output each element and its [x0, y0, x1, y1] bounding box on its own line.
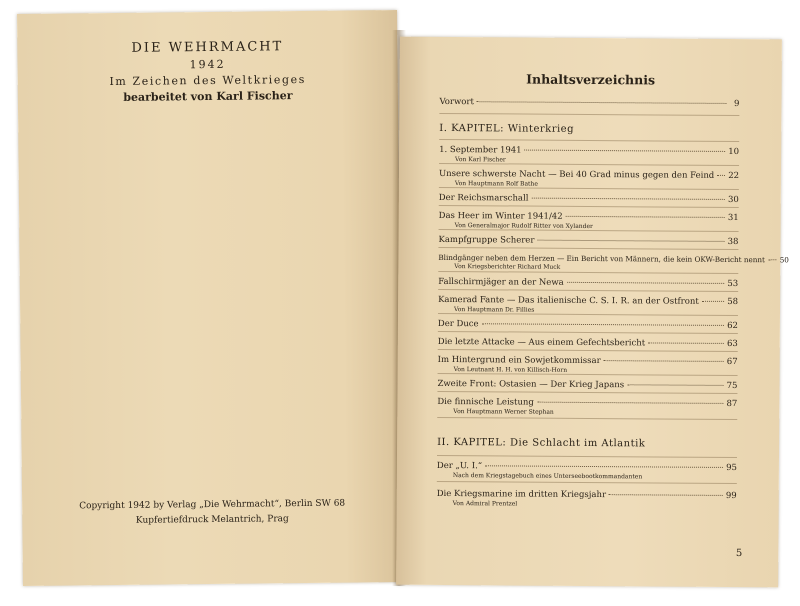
toc-entry-title: Der „U. I.“ [436, 460, 483, 472]
toc-entry [438, 355, 738, 375]
toc-separator [438, 331, 738, 334]
toc-leader [768, 259, 776, 260]
title-block [17, 38, 398, 105]
toc-entry-page: 22 [728, 170, 740, 182]
toc-entry-title: Unsere schwerste Nacht — Bei 40 Grad minus gegen den Feind [438, 168, 715, 181]
toc-entry-author: Von Generalmajor Rudolf Ritter von Xylander [454, 222, 593, 231]
toc-entry-title: Der Duce [437, 318, 479, 330]
page-number: 5 [735, 548, 743, 560]
toc-entry-author: Von Hauptmann Werner Stephan [453, 408, 554, 416]
toc-entry-author: Von Leutnant H. H. von Killisch-Horn [453, 366, 568, 374]
toc-entry [438, 277, 738, 289]
toc-entry-foreword [439, 97, 739, 109]
toc-entry-title: 1. September 1941 [439, 144, 522, 156]
toc-entry [439, 193, 739, 205]
book-title: DIE WEHRMACHT [131, 39, 284, 56]
toc-entry-title: Die Kriegsmarine im dritten Kriegsjahr [436, 488, 607, 501]
left-page [17, 10, 403, 586]
toc-entry-author: Von Karl Fischer [455, 156, 506, 164]
toc-entry-page: 62 [727, 320, 738, 332]
toc-leader [567, 282, 725, 284]
toc-entry-title: Vorwort [439, 96, 474, 108]
toc-entry-author: Von Hauptmann Rolf Bathe [454, 180, 538, 188]
toc-entry-title: Zweite Front: Ostasien — Der Krieg Japans [437, 378, 625, 391]
toc-entry [438, 337, 738, 349]
toc-separator [437, 481, 737, 484]
toc-entry-page: 95 [726, 462, 737, 474]
toc-leader [627, 384, 724, 386]
toc-entry [439, 145, 739, 165]
toc-leader [717, 175, 725, 176]
toc-entry-title: Fallschirmjäger an der Newa [438, 276, 564, 288]
toc-entry [438, 235, 738, 247]
toc-leader [485, 465, 723, 468]
toc-entry [437, 489, 737, 509]
toc-leader [609, 494, 723, 496]
toc-entry-page: 87 [726, 398, 738, 410]
toc-leader [604, 360, 724, 362]
toc-separator [439, 113, 739, 116]
toc-entry-author: Von Kriegsberichter Richard Muck [454, 263, 561, 271]
toc-leader [702, 301, 725, 302]
toc-entry-page: 9 [733, 99, 740, 110]
toc-entry-title: Blindgänger neben dem Herzen — Ein Bericht von Männern, die kein OKW-Bericht nennt [438, 252, 765, 265]
toc-separator [437, 391, 737, 394]
toc-separator [437, 455, 737, 458]
toc-entry-page: 31 [727, 212, 739, 224]
toc-title: Inhaltsverzeichnis [526, 71, 656, 88]
toc-entry-title: Die finnische Leistung [437, 396, 534, 408]
toc-entry [437, 461, 737, 481]
table-of-contents [436, 37, 789, 587]
toc-entry-page: 63 [726, 338, 738, 350]
toc-entry-author: Von Hauptmann Dr. Fillies [453, 306, 535, 314]
toc-leader [531, 198, 725, 200]
toc-entry-page: 99 [725, 490, 737, 502]
toc-entry [438, 295, 738, 315]
toc-leader [525, 150, 726, 152]
toc-leader [648, 342, 724, 344]
toc-entry-title: Kamerad Fante — Das italienische C. S. I. R. an der Ostfront [438, 294, 699, 307]
toc-separator [439, 205, 739, 208]
toc-entry-page: 10 [728, 146, 740, 158]
toc-separator [438, 289, 738, 292]
toc-entry [438, 252, 789, 272]
toc-leader [537, 240, 724, 242]
toc-entry-author: Nach dem Kriegstagebuch eines Unterseebootkommandanten [452, 472, 643, 481]
printer-line: Kupfertiefdruck Melantrich, Prag [135, 514, 289, 526]
toc-entry [438, 319, 738, 331]
toc-entry-title: Das Heer im Winter 1941/42 [438, 210, 563, 222]
chapter-2-heading: II. KAPITEL: Die Schlacht im Atlantik [437, 436, 646, 450]
toc-entry-author: Von Admiral Prentzel [452, 500, 518, 508]
toc-entry-title: Im Hintergrund ein Sowjetkommissar [437, 354, 601, 367]
book-subtitle: Im Zeichen des Weltkrieges [109, 72, 307, 89]
toc-entry-page: 67 [726, 356, 738, 368]
toc-entry-page: 38 [727, 236, 739, 248]
toc-entry-page: 58 [727, 296, 739, 308]
toc-entry-page: 75 [726, 380, 738, 392]
chapter-1-heading: I. KAPITEL: Winterkrieg [439, 122, 575, 135]
toc-leader [482, 323, 724, 326]
copyright-line: Copyright 1942 by Verlag „Die Wehrmacht“, Berlin SW 68 [79, 498, 346, 512]
toc-leader [477, 101, 727, 104]
toc-entry [439, 169, 739, 189]
book-year: 1942 [189, 57, 226, 72]
toc-leader [537, 402, 724, 404]
imprint [22, 496, 402, 530]
toc-entry-title: Die letzte Attacke — Aus einem Gefechtsbericht [437, 336, 646, 349]
toc-entry-page: 30 [727, 194, 739, 206]
toc-separator [438, 247, 738, 250]
toc-entry [439, 211, 739, 231]
toc-entry-title: Der Reichsmarschall [438, 192, 529, 204]
right-page [396, 37, 789, 588]
book-editor: bearbeitet von Karl Fischer [123, 89, 293, 104]
toc-entry-title: Kampfgruppe Scherer [438, 234, 535, 246]
toc-entry [437, 379, 737, 391]
toc-separator [439, 139, 739, 142]
toc-separator [438, 349, 738, 352]
toc-separator [437, 417, 737, 420]
toc-leader [566, 216, 725, 218]
toc-entry [437, 397, 737, 417]
toc-entry-page: 53 [727, 278, 739, 290]
toc-entry-page: 50 [779, 255, 789, 265]
